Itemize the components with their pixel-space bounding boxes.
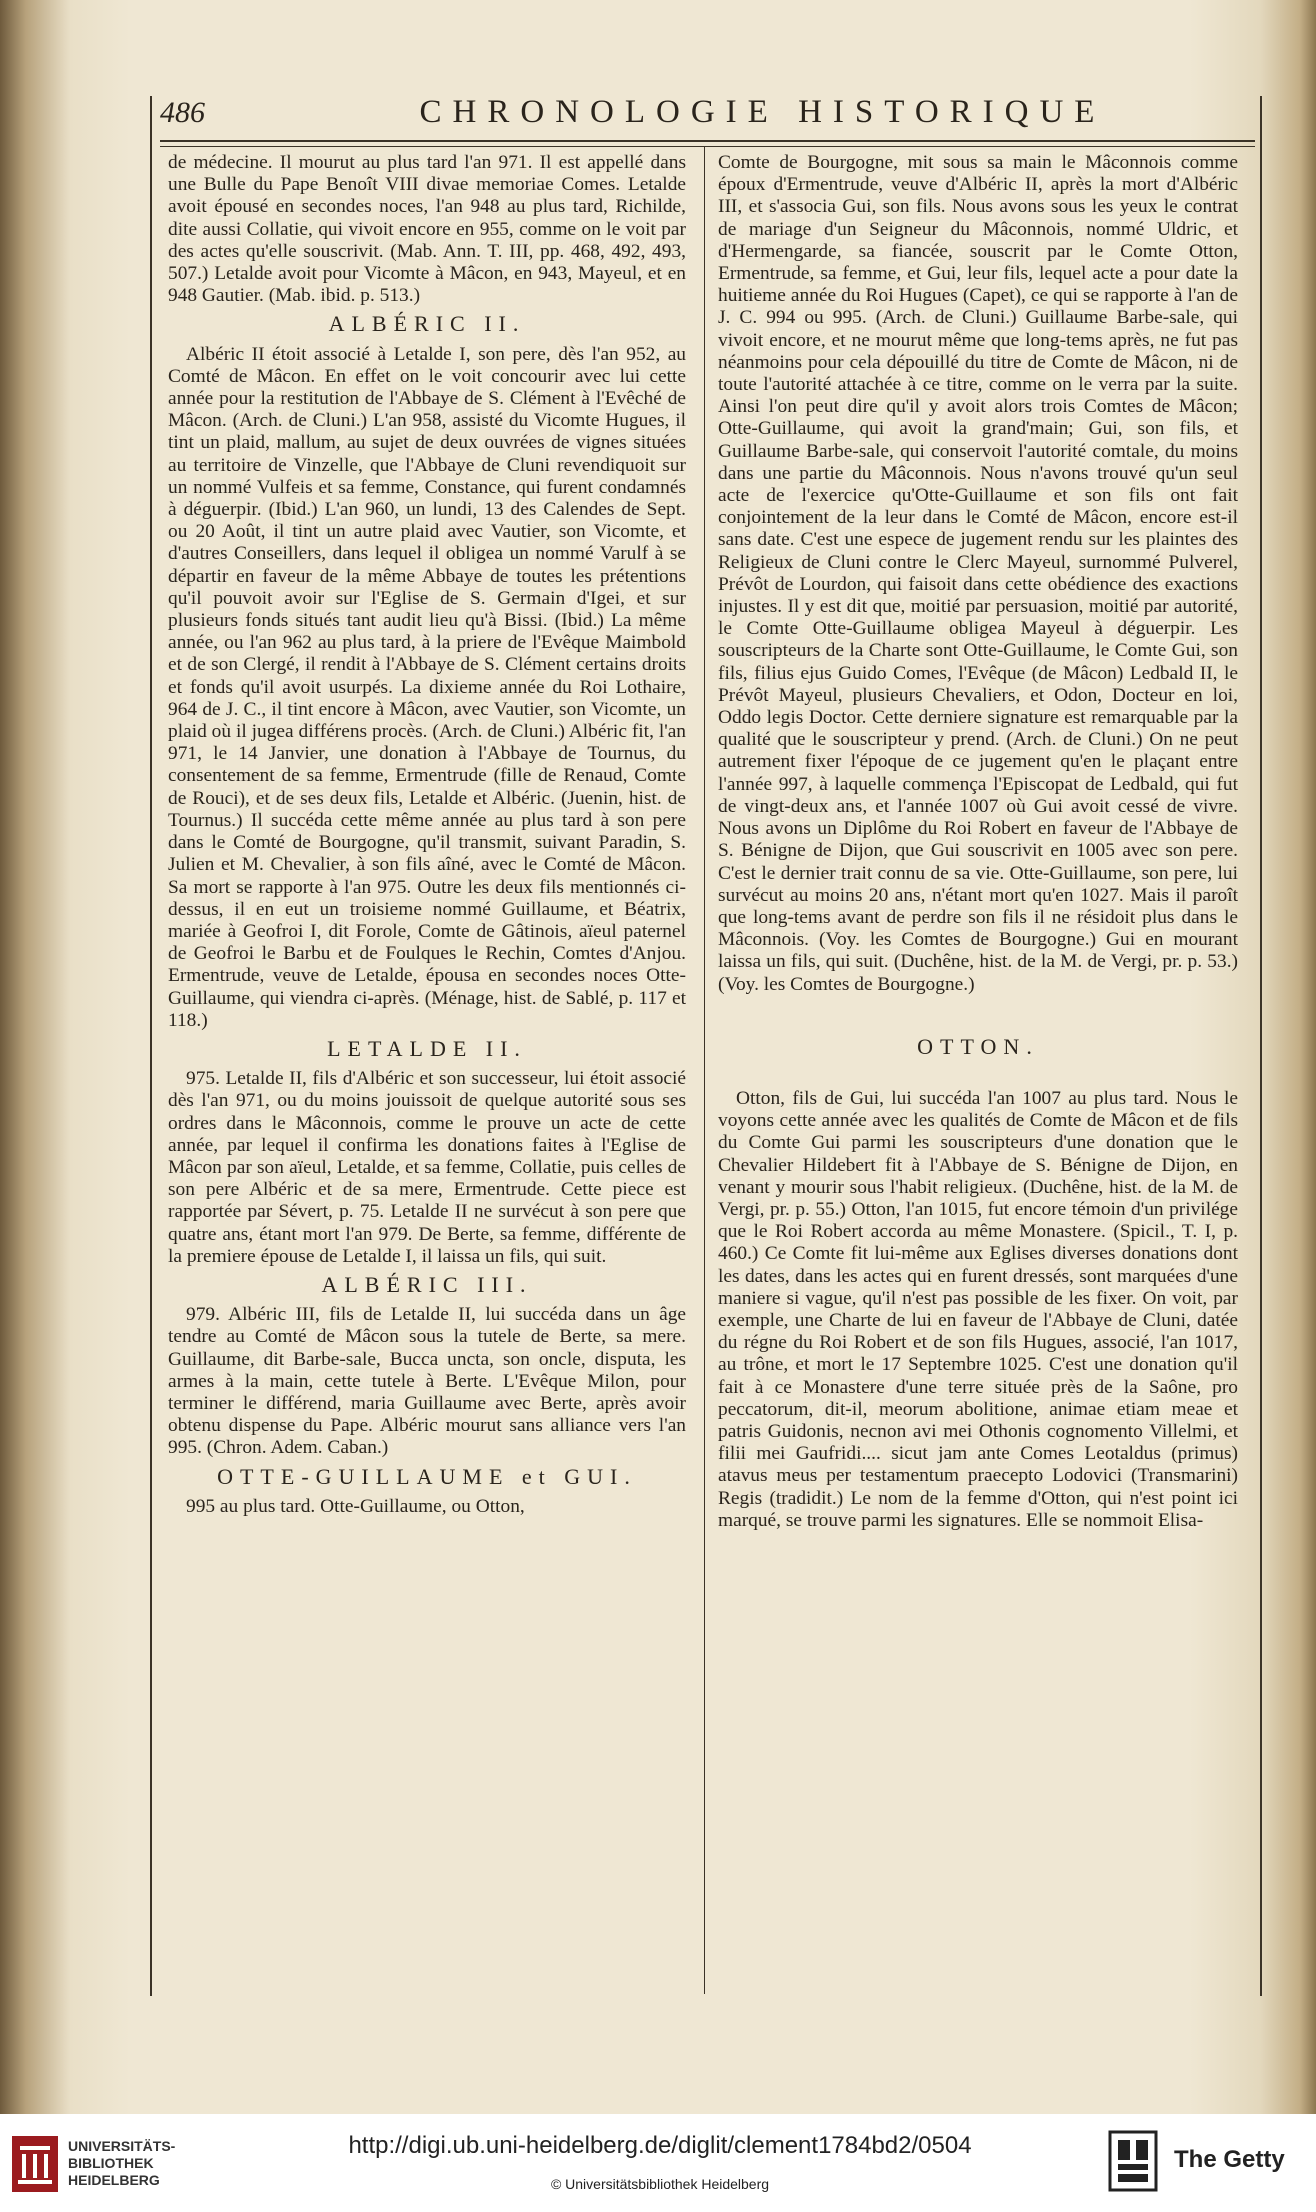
paragraph-alberic-iii: 979. Albéric III, fils de Letalde II, lui succéda dans un âge tendre au Comté de Mâcon sous la tutele de Berte, sa mere. Guillaume, dit Barbe-sale, Bucca uncta, son oncle, disputa, les armes à la main, cette tutele à Berte. L'Evêque Milon, pour terminer le différend, maria Guillaume avec Berte, après avoir obtenu dispense du Pape. Albéric mourut sans alliance vers l'an 995. (Chron. Adem. Caban.) (168, 1304, 686, 1459)
getty-logo-icon (1108, 2130, 1158, 2192)
partner-name: The Getty (1174, 2146, 1285, 2173)
paragraph-continuation: Comte de Bourgogne, mit sous sa main le Mâconnois comme époux d'Ermentrude, veuve d'Albéric II, après la mort d'Albéric III, et s'associa Gui, son fils. Nous avons sous les yeux le contrat de mariage d'un Seigneur du Mâconnois, nommé Uldric, et d'Hermengarde, sa fiancée, souscrit par le Comte Otton, Ermentrude, sa femme, et Gui, leur fils, lequel acte a pour date la huitieme année du Roi Hugues (Capet), ce qui se rapporte à l'an de J. C. 994 ou 995. (Arch. de Cluni.) Guillaume Barbe-sale, qui vivoit encore, et ne mourut même que long-tems après, ne fut pas néanmoins pour cela dépouillé du titre de Comte de Mâcon, ni de toute l'autorité attachée à ce titre, comme on le verra par la suite. Ainsi l'on peut dire qu'il y avoit alors trois Comtes de Mâcon; Otte-Guillaume, qui avoit la grand'main; Gui, son fils, et Guillaume Barbe-sale, qui conservoit l'autorité comtale, du moins dans une partie du Mâconnois. Nous n'avons trouvé qu'un seul acte de l'exercice qu'Otte-Guillaume et son fils ont fait conjointement de la leur dans le Comté de Mâcon, encore est-il sans date. C'est une espece de jugement rendu sur les plaintes des Religieux de Cluni contre le Clerc Mayeul, surnommé Pulverel, Prévôt de Lourdon, qui faisoit dans cette obédience des exactions injustes. Il y est dit que, moitié par persuasion, moitié par autorité, le Comte Otte-Guillaume obligea Mayeul à déguerpir. Les souscripteurs de la Charte sont Otte-Guillaume, le Comte Gui, son fils, filius ejus Guido Comes, l'Evêque (de Mâcon) Ledbald II, le Prévôt Mayeul, plusieurs Chevaliers, et Odon, Docteur en loi, Oddo legis Doctor. Cette derniere signature est remarquable par la qualité que le souscripteur y prend. (Arch. de Cluni.) On ne peut autrement fixer l'époque de ce jugement qu'en le plaçant entre l'année 997, à laquelle commença l'Episcopat de Ledbald, qui fut de vingt-deux ans, et l'année 1007 où Gui avoit cessé de vivre. Nous avons un Diplôme du Roi Robert en faveur de l'Abbaye de S. Bénigne de Dijon, que Gui souscrivit en 1005 avec son pere. C'est le dernier trait connu de sa vie. Otte-Guillaume, son pere, lui survécut au moins 20 ans, n'étant mort qu'en 1027. Mais il paroît que long-tems avant de perdre son fils il ne résidoit plus dans le Mâconnois. (Voy. les Comtes de Bourgogne.) Gui en mourant laissa un fils, qui suit. (Duchêne, hist. de la M. de Vergi, pr. p. 53.) (Voy. les Comtes de Bourgogne.) (718, 152, 1238, 995)
page-number: 486 (160, 96, 205, 129)
paragraph-intro: de médecine. Il mourut au plus tard l'an 971. Il est appellé dans une Bulle du Pape Benoît VIII divae memoriae Comes. Letalde avoit épousé en secondes noces, l'an 948 au plus tard, Richilde, dite aussi Collatie, qui vivoit encore en 955, comme on le voit par des actes qu'elle souscrivit. (Mab. Ann. T. III, pp. 468, 492, 493, 507.) Letalde avoit pour Vicomte à Mâcon, en 943, Mayeul, et en 948 Gautier. (Mab. ibid. p. 513.) (168, 152, 686, 307)
heading-otton: OTTON. (917, 1033, 1039, 1059)
header-rule (160, 140, 1255, 147)
paragraph-letalde-ii: 975. Letalde II, fils d'Albéric et son successeur, lui étoit associé dès l'an 971, ou du moins jouissoit de quelque autorité sous ses ordres dans le Mâconnois, comme le prouve un acte de cette année, par lequel il confirma les donations faites à l'Eglise de Mâcon par son aïeul, Letalde, et sa femme, Collatie, puis celles de son pere Albéric et de sa mere, Ermentrude. Cette piece est rapportée par Sévert, p. 75. Letalde II ne survécut à son pere que quatre ans, étant mort l'an 979. De Berte, sa femme, différente de la premiere épouse de Letalde I, il laissa un fils, qui suit. (168, 1068, 686, 1267)
paragraph-otton: Otton, fils de Gui, lui succéda l'an 1007 au plus tard. Nous le voyons cette année avec les qualités de Comte de Mâcon et de fils du Comte Gui parmi les souscripteurs d'une donation que le Chevalier Hildebert fit à l'Abbaye de S. Bénigne de Dijon, en venant y mourir sous l'habit religieux. (Duchêne, hist. de la M. de Vergi, pr. p. 55.) Otton, l'an 1015, fut encore témoin d'un privilége que le Roi Robert accorda au même Monastere. (Spicil., T. I, p. 460.) Ce Comte fit lui-même aux Eglises diverses donations dont les dates, dans les actes qui en furent dressés, sont marquées d'une maniere si vague, qu'il n'est pas possible de les fixer. On voit, par exemple, une Charte de lui en faveur de l'Abbaye de Cluni, datée du régne du Roi Robert et de son fils Hugues, associé, l'an 1017, au trône, et mort le 17 Septembre 1025. C'est une donation qu'il fait à ce Monastere d'une terre située près de la Saône, pro peccatorum, dit-il, meorum abolitione, animae etiam meae et patris Guidonis, necnon avi mei Othonis cognomento Villelmi, et filii mei Gaufridi.... sicut jam ante Comes Leotaldus (primus) atavus meus per testamentum praecepto Lodovici (Transmarini) Regis (tradidit.) Le nom de la femme d'Otton, qui n'est point ici marqué, se trouve parmi les signatures. Elle se nommoit Elisa- (718, 1087, 1238, 1531)
permalink-url[interactable]: http://digi.ub.uni-heidelberg.de/diglit/clement1784bd2/0504 (348, 2132, 972, 2159)
right-column (718, 152, 1238, 1534)
heading-letalde-ii: LETALDE II. (327, 1035, 527, 1061)
library-name (68, 2138, 175, 2189)
paragraph-alberic-ii: Albéric II étoit associé à Letalde I, son pere, dès l'an 952, au Comté de Mâcon. En effet on le voit concourir avec lui cette année pour la restitution de l'Abbaye de S. Clément à l'Evêché de Mâcon. (Arch. de Cluni.) L'an 958, assisté du Vicomte Hugues, il tint un plaid, mallum, au sujet de deux ouvrées de vignes situées au territoire de Vinzelle, que l'Abbaye de Cluni revendiquoit sur un nommé Vulfeis et sa femme, Constance, qui furent condamnés à déguerpir. (Ibid.) L'an 960, un lundi, 13 des Calendes de Sept. ou 20 Août, il tint un autre plaid avec Vautier, son Vicomte, et d'autres Conseillers, dans lequel il obligea un nommé Varulf à se départir en faveur de la même Abbaye de toutes les prétentions qu'il pouvoit avoir sur l'Eglise de S. Germain d'Igei, et sur plusieurs fonds situés tant audit lieu qu'à Bissi. (Ibid.) La même année, ou l'an 962 au plus tard, à la priere de l'Evêque Maimbold et de son Clergé, il rendit à l'Abbaye de S. Clément certains droits et fonds qu'il avoit usurpés. La dixieme année du Roi Lothaire, 964 de J. C., il tint encore à Mâcon, avec Vautier, son Vicomte, un plaid où il jugea différens procès. (Arch. de Cluni.) Albéric fit, l'an 971, le 14 Janvier, une donation à l'Abbaye de Tournus, du consentement de sa femme, Ermentrude (fille de Renaud, Comte de Rouci), et de ses deux fils, Letalde et Albéric. (Juenin, hist. de Tournus.) Il succéda cette même année au plus tard à son pere dans le Comté de Bourgogne, qu'il transmit, suivant Paradin, S. Julien et M. Chevalier, à son fils aîné, avec le Comté de Mâcon. Sa mort se rapporte à l'an 975. Outre les deux fils mentionnés ci-dessus, il en eut un troisieme nommé Guillaume, et Béatrix, mariée à Geofroi I, dit Forole, Comte de Gâtinois, aïeul paternel de Geofroi le Barbu et de Foulques le Rechin, Comtes d'Anjou. Ermentrude, veuve de Letalde, épousa en secondes noces Otte-Guillaume, qui viendra ci-après. (Ménage, hist. de Sablé, p. 117 et 118.) (168, 343, 686, 1031)
university-library-logo-icon (10, 2134, 60, 2194)
copyright-notice: © Universitätsbibliothek Heidelberg (550, 2176, 770, 2192)
page-header (160, 96, 1255, 136)
library-name-line-1: UNIVERSITÄTS- (68, 2138, 176, 2154)
heading-alberic-iii: ALBÉRIC III. (321, 1271, 533, 1297)
running-head: CHRONOLOGIE HISTORIQUE (419, 94, 1106, 130)
library-name-line-2: BIBLIOTHEK (68, 2155, 154, 2171)
viewer-footer (0, 2114, 1316, 2212)
column-divider (704, 146, 705, 1994)
library-name-line-3: HEIDELBERG (68, 2172, 160, 2188)
heading-alberic-ii: ALBÉRIC II. (328, 311, 526, 337)
left-column (168, 152, 686, 1520)
paragraph-otte-guillaume: 995 au plus tard. Otte-Guillaume, ou Otton, (186, 1495, 525, 1517)
heading-otte-guillaume: OTTE-GUILLAUME et GUI. (217, 1463, 637, 1489)
